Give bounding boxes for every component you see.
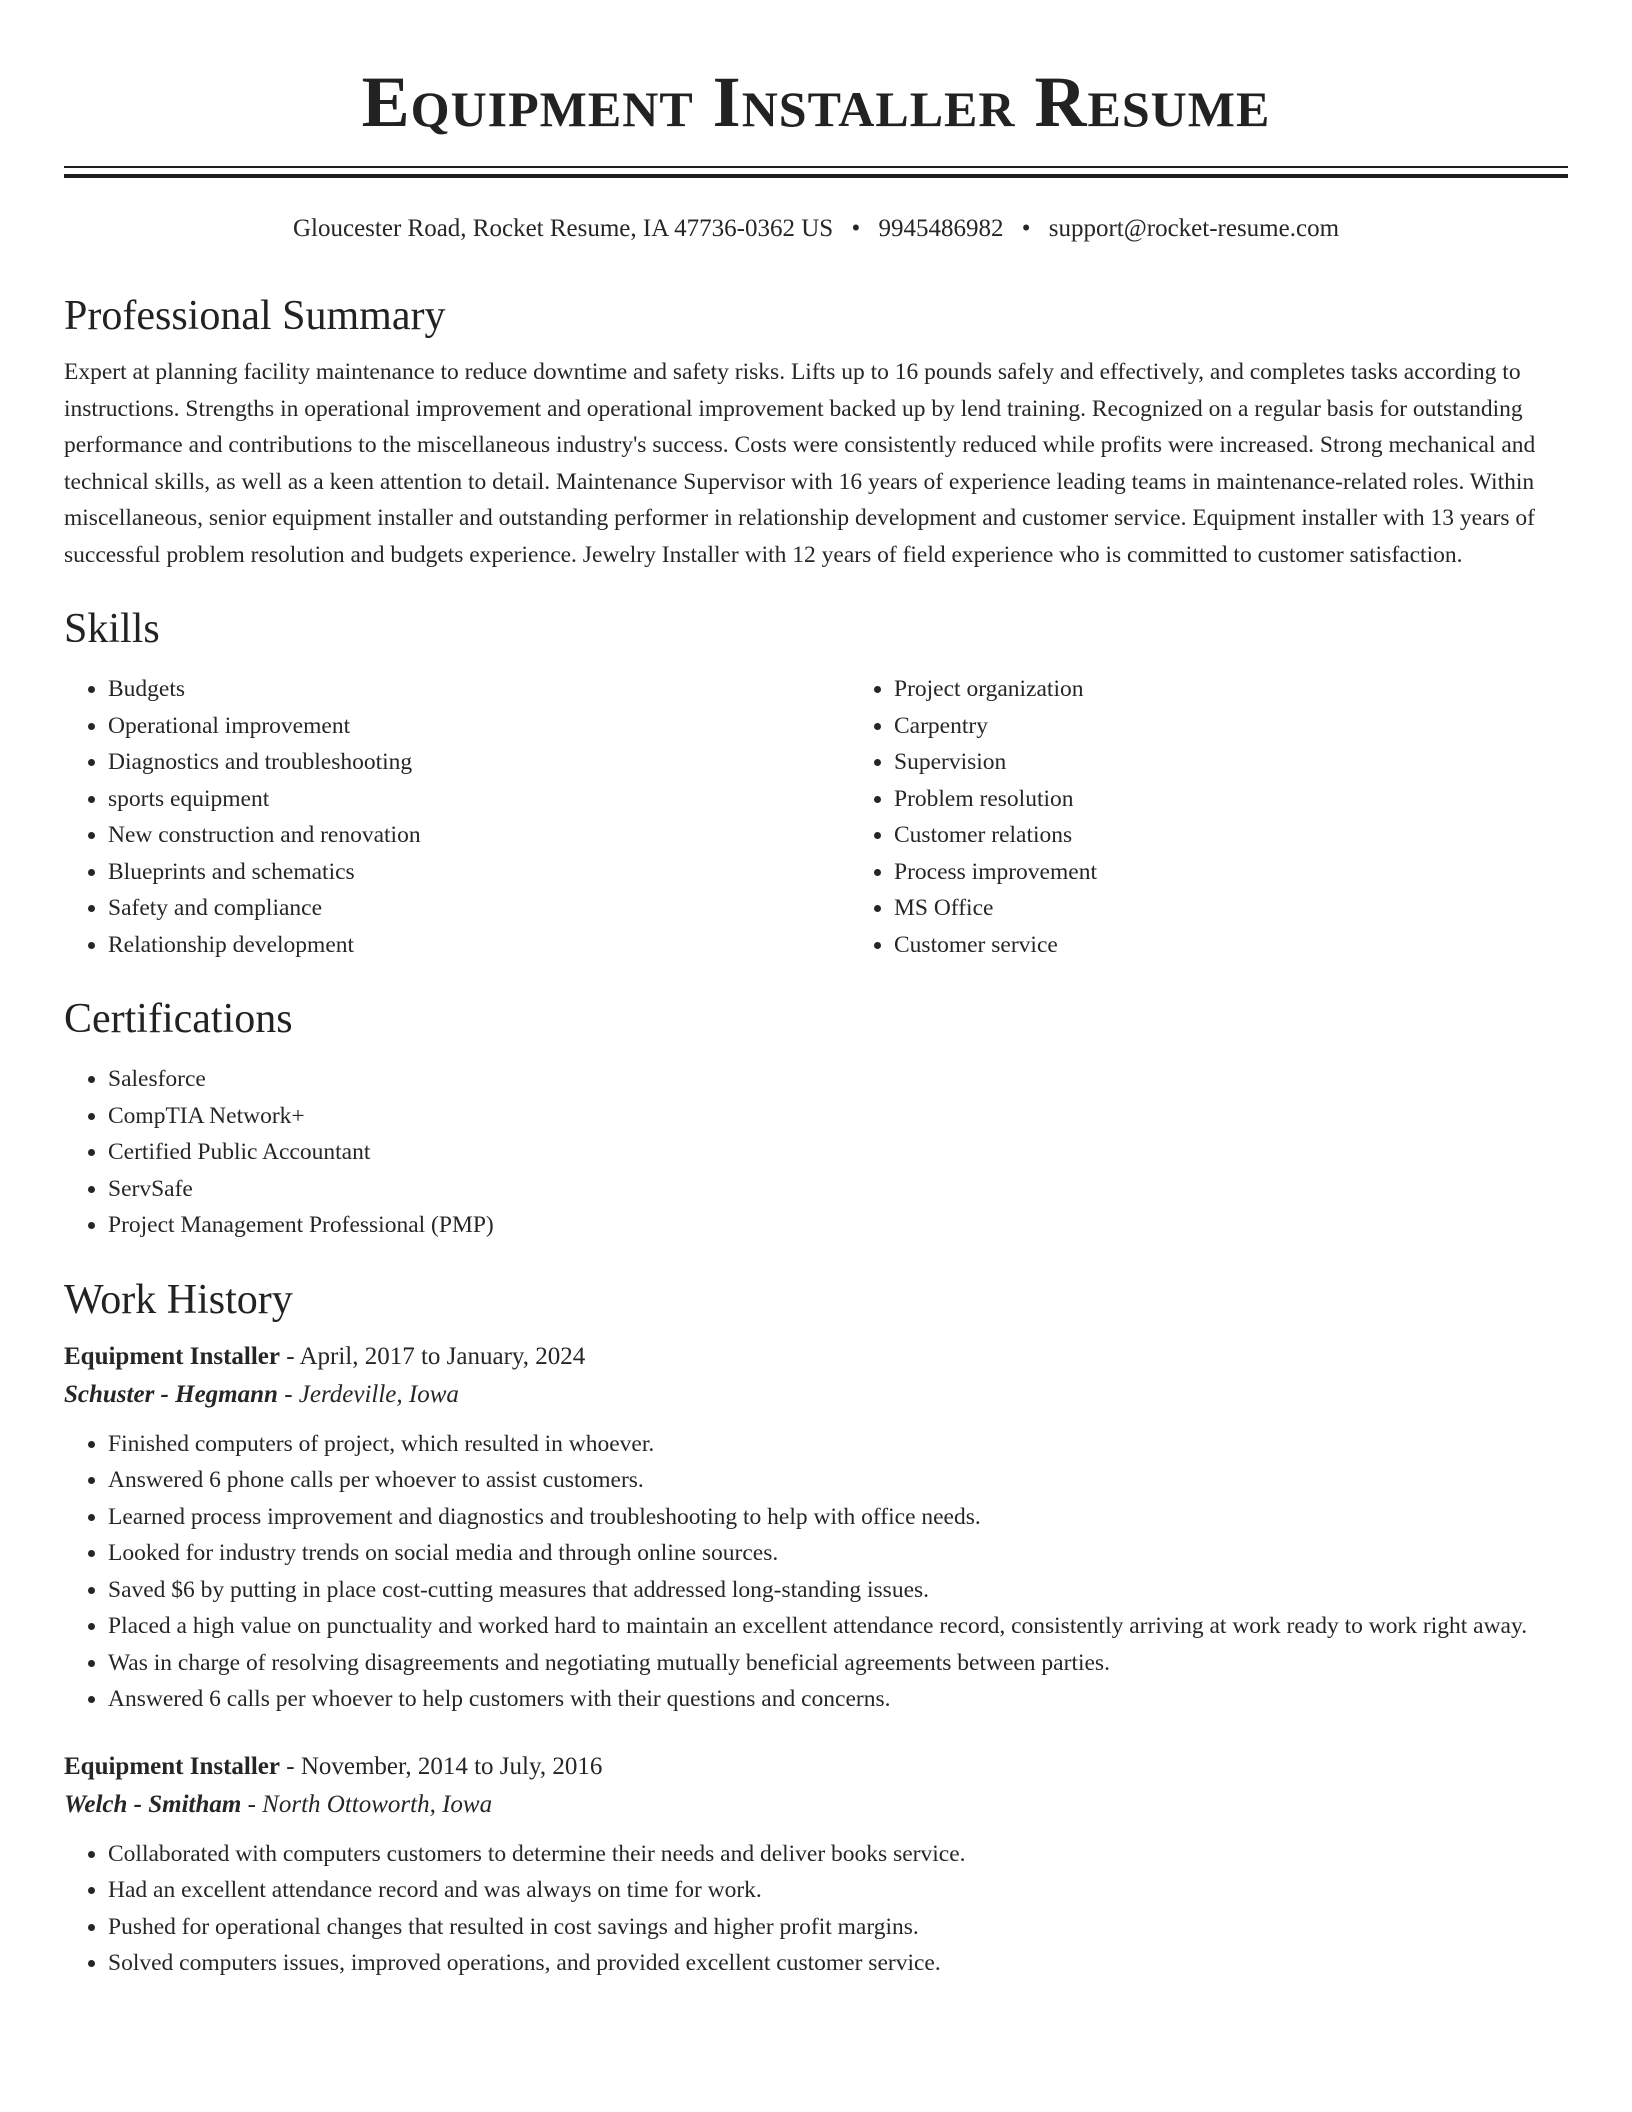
job-title-line [64, 1748, 1568, 1786]
certifications-heading: Certifications [64, 996, 293, 1042]
job-bullet: • Collaborated with computers customers to determine their needs and deliver books service. [108, 1836, 1568, 1873]
skill-item: • Relationship development [108, 927, 850, 964]
skills-heading: Skills [64, 606, 160, 652]
certification-item: • ServSafe [108, 1171, 1568, 1208]
job-bullet: • Answered 6 calls per whoever to help customers with their questions and concerns. [108, 1681, 1568, 1718]
certifications-list [64, 1061, 1568, 1244]
job-company: Welch - Smitham [64, 1790, 242, 1818]
skill-item: • Diagnostics and troubleshooting [108, 744, 850, 781]
job-company-line [64, 1786, 1568, 1824]
job-bullet: • Finished computers of project, which resulted in whoever. [108, 1426, 1568, 1463]
job-bullet: • Pushed for operational changes that resulted in cost savings and higher profit margins. [108, 1909, 1568, 1946]
certification-item: • CompTIA Network+ [108, 1098, 1568, 1135]
contact-address: Gloucester Road, Rocket Resume, IA 47736-0362 US [292, 215, 834, 242]
skills-list-right [850, 671, 1632, 963]
title-divider-thin [64, 166, 1568, 168]
job-title-line [64, 1338, 1568, 1376]
certification-item: • Project Management Professional (PMP) [108, 1207, 1568, 1244]
job-dates: - November, 2014 to July, 2016 [280, 1752, 603, 1780]
skill-item: • Supervision [894, 744, 1632, 781]
summary-text: Expert at planning facility maintenance to reduce downtime and safety risks. Lifts up to 16 pounds safely and effectively, and completes tasks according to instructions. Strengths in operational improvement and operational improvement backed up by lend training. Recognized on a regular basis for outstanding performance and contributions to the miscellaneous industry's success. Costs were consistently reduced while profits were increased. Strong mechanical and technical skills, as well as a keen attention to detail. Maintenance Supervisor with 16 years of experience leading teams in maintenance-related roles. Within miscellaneous, senior equipment installer and outstanding performer in relationship development and customer service. Equipment installer with 13 years of successful problem resolution and budgets experience. Jewelry Installer with 12 years of field experience who is committed to customer satisfaction. [64, 359, 1536, 568]
certification-item: • Salesforce [108, 1061, 1568, 1098]
skill-item: • Problem resolution [894, 781, 1632, 818]
job-title: Equipment Installer [64, 1752, 281, 1780]
contact-separator: • [851, 215, 861, 242]
contact-email: support@rocket-resume.com [1048, 215, 1340, 242]
skill-item: • Project organization [894, 671, 1632, 708]
job-bullet: • Had an excellent attendance record and was always on time for work. [108, 1872, 1568, 1909]
certification-item: • Certified Public Accountant [108, 1134, 1568, 1171]
job-bullet: • Answered 6 phone calls per whoever to assist customers. [108, 1462, 1568, 1499]
job-bullet: • Looked for industry trends on social media and through online sources. [108, 1535, 1568, 1572]
job-dates: - April, 2017 to January, 2024 [280, 1342, 586, 1370]
contact-phone: 9945486982 [878, 215, 1004, 242]
job-entry [64, 1748, 1568, 1982]
skill-item: • Process improvement [894, 854, 1632, 891]
skill-item: • Budgets [108, 671, 850, 708]
contact-line [64, 212, 1568, 246]
job-bullet: • Placed a high value on punctuality and worked hard to maintain an excellent attendance record, consistently arriving at work ready to work right away. [108, 1608, 1568, 1645]
job-entry [64, 1338, 1568, 1718]
summary-heading: Professional Summary [64, 293, 446, 339]
contact-separator: • [1021, 215, 1031, 242]
resume-title: Equipment Installer Resume [361, 62, 1271, 142]
skill-item: • Blueprints and schematics [108, 854, 850, 891]
skill-item: • Operational improvement [108, 708, 850, 745]
job-bullet: • Was in charge of resolving disagreements and negotiating mutually beneficial agreements between parties. [108, 1645, 1568, 1682]
work-history-heading: Work History [64, 1276, 293, 1323]
skills-columns [64, 671, 1568, 963]
skill-item: • Customer service [894, 927, 1632, 964]
skills-list-left [64, 671, 850, 963]
skill-item: • New construction and renovation [108, 817, 850, 854]
skill-item: • MS Office [894, 890, 1632, 927]
job-location: - Jerdeville, Iowa [277, 1380, 459, 1408]
title-divider-thick [64, 174, 1568, 178]
skill-item: • Customer relations [894, 817, 1632, 854]
skill-item: • sports equipment [108, 781, 850, 818]
job-title: Equipment Installer [64, 1342, 281, 1370]
job-bullets [64, 1426, 1568, 1718]
skill-item: • Carpentry [894, 708, 1632, 745]
job-company: Schuster - Hegmann [64, 1380, 278, 1408]
job-bullet: • Learned process improvement and diagnostics and troubleshooting to help with office needs. [108, 1499, 1568, 1536]
skill-item: • Safety and compliance [108, 890, 850, 927]
job-bullet: • Solved computers issues, improved operations, and provided excellent customer service. [108, 1945, 1568, 1982]
job-bullets [64, 1836, 1568, 1982]
job-company-line [64, 1376, 1568, 1414]
job-bullet: • Saved $6 by putting in place cost-cutting measures that addressed long-standing issues. [108, 1572, 1568, 1609]
job-location: - North Ottoworth, Iowa [241, 1790, 493, 1818]
